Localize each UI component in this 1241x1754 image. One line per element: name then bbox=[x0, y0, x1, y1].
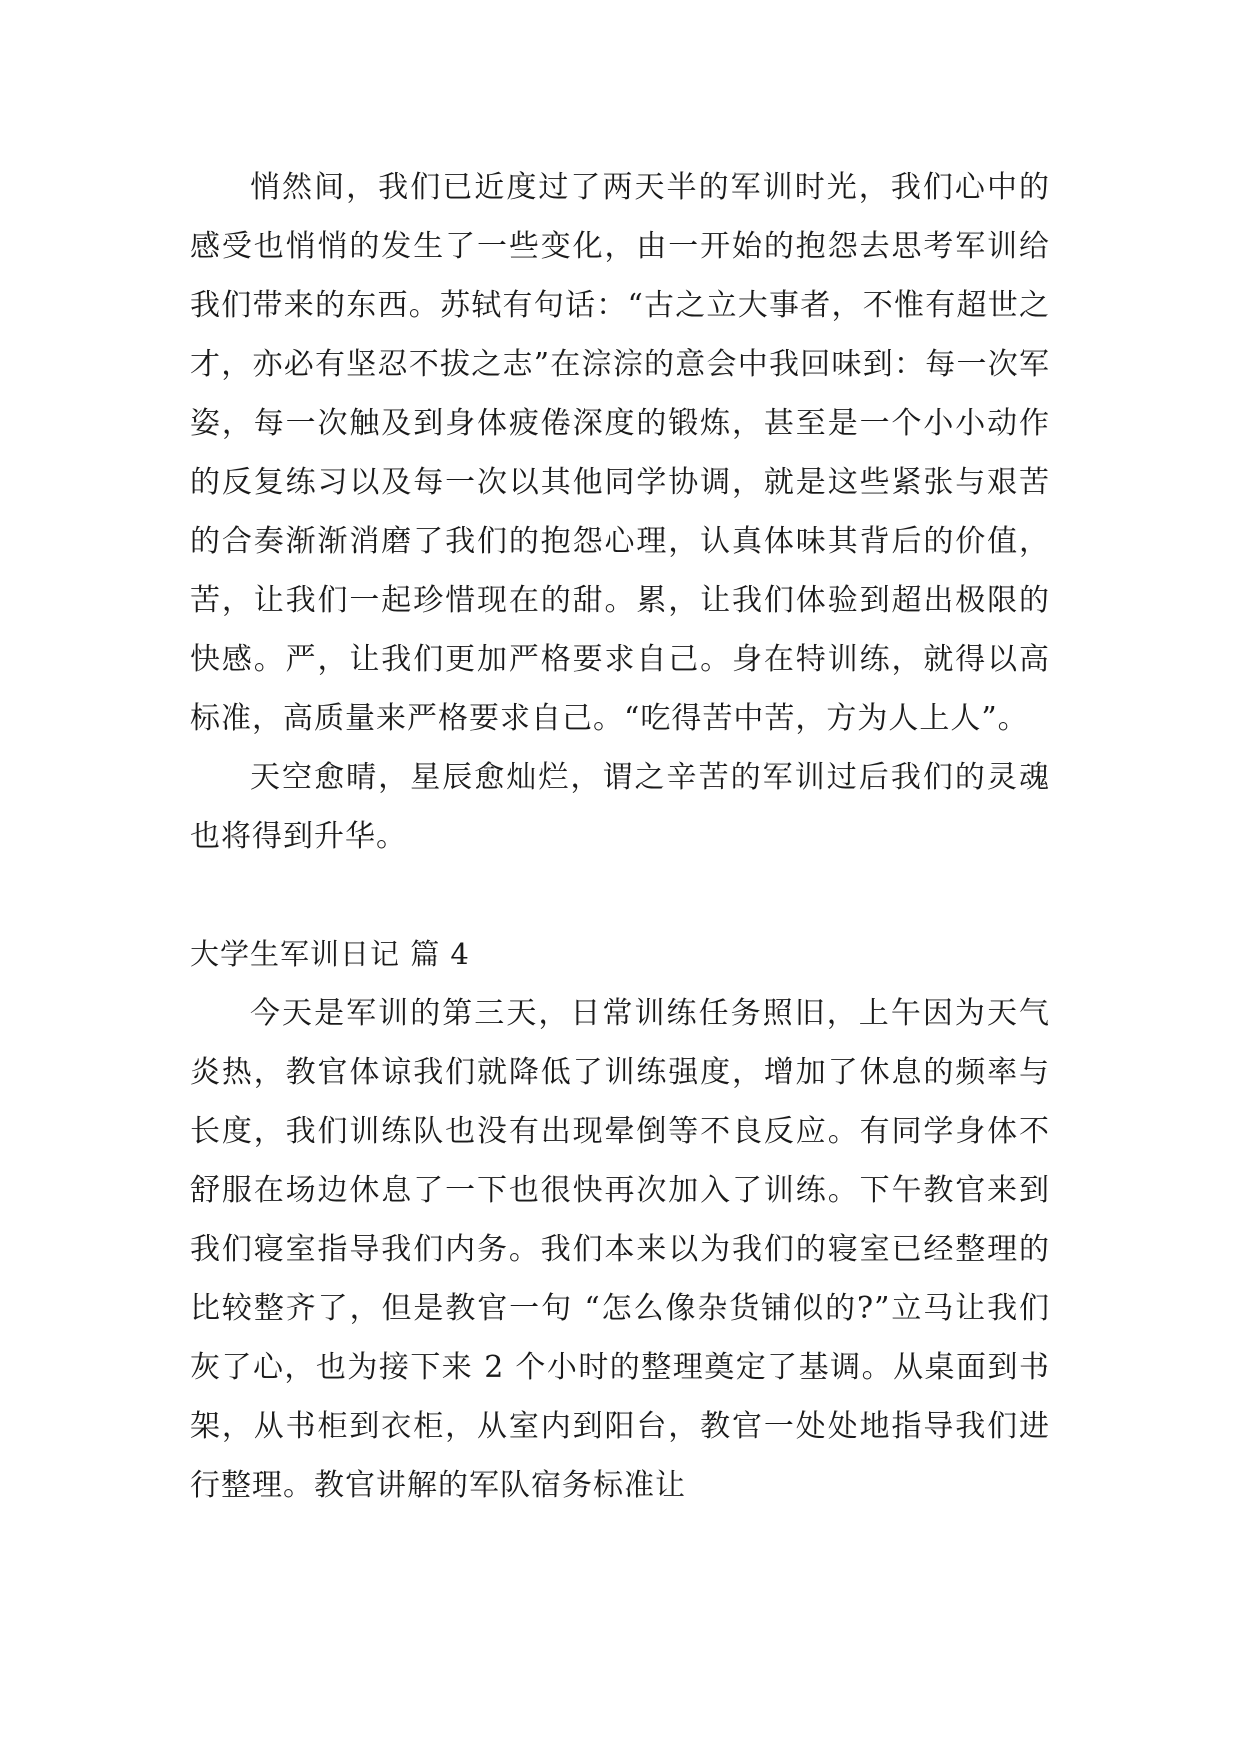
document-body bbox=[190, 158, 1050, 1515]
section-heading: 大学生军训日记 篇 4 bbox=[190, 937, 470, 971]
paragraph: 天空愈晴，星辰愈灿烂，谓之辛苦的军训过后我们的灵魂也将得到升华。 bbox=[190, 760, 1050, 854]
paragraph: 悄然间，我们已近度过了两天半的军训时光，我们心中的感受也悄悄的发生了一些变化，由一开始的抱怨去思考军训给我们带来的东西。苏轼有句话：“古之立大事者，不惟有超世之才，亦必有坚忍不拔之志”在淙淙的意会中我回味到：每一次军姿，每一次触及到身体疲倦深度的锻炼，甚至是一个小小动作的反复练习以及每一次以其他同学协调，就是这些紧张与艰苦的合奏渐渐消磨了我们的抱怨心理，认真体味其背后的价值，苦，让我们一起珍惜现在的甜。累，让我们体验到超出极限的快感。严，让我们更加严格要求自己。身在特训练，就得以高标准，高质量来严格要求自己。“吃得苦中苦，方为人上人”。 bbox=[190, 170, 1050, 736]
section-spacer bbox=[190, 866, 1050, 925]
paragraph: 今天是军训的第三天，日常训练任务照旧，上午因为天气炎热，教官体谅我们就降低了训练强度，增加了休息的频率与长度，我们训练队也没有出现晕倒等不良反应。有同学身体不舒服在场边休息了一下也很快再次加入了训练。下午教官来到我们寝室指导我们内务。我们本来以为我们的寝室已经整理的比较整齐了，但是教官一句 “怎么像杂货铺似的?”立马让我们灰了心，也为接下来 2 个小时的整理奠定了基调。从桌面到书架，从书柜到衣柜，从室内到阳台，教官一处处地指导我们进行整理。教官讲解的军队宿务标准让 bbox=[190, 996, 1050, 1503]
